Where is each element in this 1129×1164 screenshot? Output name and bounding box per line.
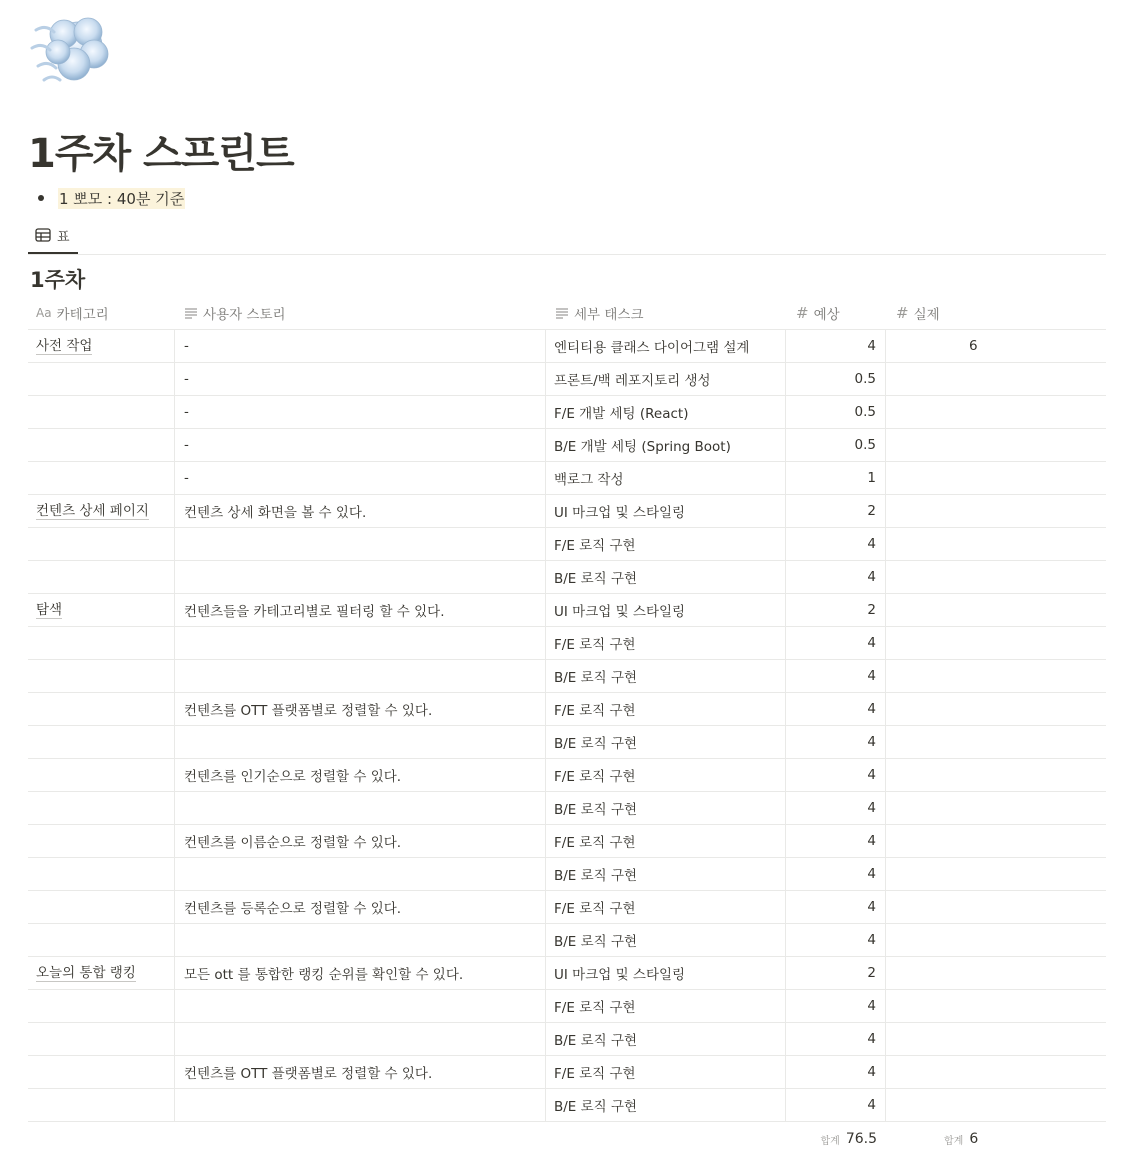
table-row[interactable] <box>28 429 1106 462</box>
table-row[interactable] <box>28 627 1106 660</box>
cell-estimate-text: 4 <box>867 932 876 948</box>
cell-category-text: 탐색 <box>36 601 63 618</box>
cell-estimate-text: 4 <box>867 635 876 651</box>
cell-actual[interactable] <box>886 891 1106 923</box>
cell-estimate[interactable] <box>786 957 886 989</box>
cell-actual[interactable] <box>886 528 1106 560</box>
cell-task[interactable] <box>546 462 786 494</box>
cell-user-story[interactable] <box>175 396 546 428</box>
cell-category[interactable] <box>28 990 175 1022</box>
cell-task-text: B/E 로직 구현 <box>554 802 638 818</box>
cell-actual-text: 6 <box>969 338 978 354</box>
cell-estimate[interactable] <box>786 561 886 593</box>
cell-actual[interactable] <box>886 759 1106 791</box>
table-row[interactable] <box>28 891 1106 924</box>
cell-estimate[interactable] <box>786 429 886 461</box>
cell-user-story[interactable] <box>175 759 546 791</box>
cell-actual[interactable] <box>886 396 1106 428</box>
cell-estimate[interactable] <box>786 858 886 890</box>
cell-actual[interactable] <box>886 957 1106 989</box>
cell-estimate-text: 4 <box>867 833 876 849</box>
table-row[interactable] <box>28 957 1106 990</box>
table-row[interactable] <box>28 858 1106 891</box>
cell-category[interactable] <box>28 594 175 626</box>
column-header-actual[interactable] <box>886 296 1116 329</box>
cell-user-story-text: 컨텐츠를 OTT 플랫폼별로 정렬할 수 있다. <box>184 1066 433 1082</box>
cell-task[interactable] <box>546 627 786 659</box>
cell-task[interactable] <box>546 1023 786 1055</box>
cell-category[interactable] <box>28 660 175 692</box>
cell-actual[interactable] <box>886 1089 1106 1121</box>
cell-user-story[interactable] <box>175 363 546 395</box>
cell-task-text: B/E 로직 구현 <box>554 736 638 752</box>
cell-actual[interactable] <box>886 924 1106 956</box>
cell-category[interactable] <box>28 957 175 989</box>
table-row[interactable] <box>28 330 1106 363</box>
cell-user-story-text: - <box>184 371 189 387</box>
cell-task-text: F/E 로직 구현 <box>554 1000 636 1016</box>
cell-actual[interactable] <box>886 792 1106 824</box>
table-row[interactable] <box>28 726 1106 759</box>
cell-user-story[interactable] <box>175 1089 546 1121</box>
cell-task[interactable] <box>546 858 786 890</box>
cell-estimate-text: 4 <box>867 866 876 882</box>
cell-task-text: UI 마크업 및 스타일링 <box>554 505 686 521</box>
cell-user-story-text: - <box>184 470 189 486</box>
cell-category[interactable] <box>28 429 175 461</box>
cell-user-story[interactable] <box>175 462 546 494</box>
cell-estimate-text: 4 <box>867 1097 876 1113</box>
cell-category[interactable] <box>28 825 175 857</box>
cell-task-text: UI 마크업 및 스타일링 <box>554 604 686 620</box>
cell-category[interactable] <box>28 924 175 956</box>
cell-task[interactable] <box>546 528 786 560</box>
cell-user-story-text: 컨텐츠를 이름순으로 정렬할 수 있다. <box>184 835 402 851</box>
cell-estimate-text: 0.5 <box>854 404 876 420</box>
table-row[interactable] <box>28 792 1106 825</box>
cell-actual[interactable] <box>886 627 1106 659</box>
column-label: 카테고리 <box>56 306 109 323</box>
table-row[interactable] <box>28 759 1106 792</box>
sum-value: 76.5 <box>845 1131 877 1147</box>
cell-user-story[interactable] <box>175 990 546 1022</box>
cell-estimate[interactable] <box>786 891 886 923</box>
cell-user-story[interactable] <box>175 594 546 626</box>
cell-estimate-text: 2 <box>867 602 876 618</box>
cell-estimate-text: 4 <box>867 899 876 915</box>
database-table <box>28 296 1106 1156</box>
cell-category[interactable] <box>28 495 175 527</box>
cell-user-story[interactable] <box>175 627 546 659</box>
table-footer <box>28 1122 1106 1156</box>
cell-task-text: F/E 로직 구현 <box>554 637 636 653</box>
cell-task[interactable] <box>546 396 786 428</box>
cell-estimate-text: 0.5 <box>854 371 876 387</box>
column-label: 세부 태스크 <box>574 306 644 323</box>
cell-task[interactable] <box>546 429 786 461</box>
cell-user-story[interactable] <box>175 858 546 890</box>
cell-estimate-text: 4 <box>867 800 876 816</box>
cell-user-story[interactable] <box>175 825 546 857</box>
cell-estimate[interactable] <box>786 660 886 692</box>
cell-task[interactable] <box>546 726 786 758</box>
cell-user-story[interactable] <box>175 957 546 989</box>
cell-category[interactable] <box>28 363 175 395</box>
table-header <box>28 296 1106 330</box>
cell-estimate[interactable] <box>786 990 886 1022</box>
cell-category[interactable] <box>28 726 175 758</box>
cell-user-story[interactable] <box>175 528 546 560</box>
cell-task-text: F/E 로직 구현 <box>554 1066 636 1082</box>
cell-user-story[interactable] <box>175 330 546 362</box>
cell-estimate-text: 4 <box>867 1031 876 1047</box>
sum-value: 6 <box>969 1131 979 1147</box>
sum-label: 합계 <box>944 1135 964 1147</box>
cell-estimate[interactable] <box>786 792 886 824</box>
cell-estimate[interactable] <box>786 495 886 527</box>
cell-task[interactable] <box>546 792 786 824</box>
cell-category[interactable] <box>28 858 175 890</box>
cell-task-text: F/E 개발 세팅 (React) <box>554 406 689 422</box>
cell-actual[interactable] <box>886 825 1106 857</box>
table-body <box>28 330 1106 1122</box>
cell-category[interactable] <box>28 891 175 923</box>
highlighted-note[interactable]: 1 뽀모 : 40분 기준 <box>59 189 185 208</box>
cell-category-text: 오늘의 통합 랭킹 <box>36 964 136 981</box>
table-row[interactable] <box>28 693 1106 726</box>
cell-user-story-text: 컨텐츠를 OTT 플랫폼별로 정렬할 수 있다. <box>184 703 433 719</box>
cell-user-story[interactable] <box>175 429 546 461</box>
cell-category[interactable] <box>28 528 175 560</box>
cell-estimate[interactable] <box>786 759 886 791</box>
cell-task[interactable] <box>546 693 786 725</box>
cell-estimate[interactable] <box>786 825 886 857</box>
text-lines-icon <box>555 307 569 319</box>
cell-actual[interactable] <box>886 1023 1106 1055</box>
column-label: 예상 <box>813 306 840 323</box>
cell-category[interactable] <box>28 396 175 428</box>
cell-task-text: B/E 로직 구현 <box>554 1033 638 1049</box>
cell-task-text: B/E 로직 구현 <box>554 934 638 950</box>
database-view-tabs <box>28 218 1106 255</box>
cell-task[interactable] <box>546 660 786 692</box>
cell-user-story-text: 컨텐츠를 인기순으로 정렬할 수 있다. <box>184 769 402 785</box>
cell-task[interactable] <box>546 990 786 1022</box>
cell-actual[interactable] <box>886 726 1106 758</box>
number-hash-icon: # <box>796 303 809 322</box>
cell-estimate[interactable] <box>786 627 886 659</box>
cell-estimate-text: 4 <box>867 998 876 1014</box>
cell-category[interactable] <box>28 1056 175 1088</box>
cell-estimate[interactable] <box>786 924 886 956</box>
table-row[interactable] <box>28 363 1106 396</box>
column-label: 실제 <box>913 306 940 323</box>
cell-category[interactable] <box>28 1023 175 1055</box>
cell-estimate[interactable] <box>786 726 886 758</box>
cell-task-text: B/E 로직 구현 <box>554 868 638 884</box>
cell-category[interactable] <box>28 693 175 725</box>
cell-category[interactable] <box>28 462 175 494</box>
cell-actual[interactable] <box>886 462 1106 494</box>
cell-task-text: F/E 로직 구현 <box>554 769 636 785</box>
cell-estimate-text: 1 <box>867 470 876 486</box>
cell-task-text: F/E 로직 구현 <box>554 538 636 554</box>
cell-estimate[interactable] <box>786 693 886 725</box>
table-row[interactable] <box>28 495 1106 528</box>
bullet-list-item <box>38 186 185 210</box>
cell-category[interactable] <box>28 759 175 791</box>
cell-estimate[interactable] <box>786 594 886 626</box>
cell-user-story[interactable] <box>175 1056 546 1088</box>
table-row[interactable] <box>28 561 1106 594</box>
cell-estimate[interactable] <box>786 1023 886 1055</box>
cell-task-text: 엔티티용 클래스 다이어그램 설계 <box>554 340 750 356</box>
cell-actual[interactable] <box>886 429 1106 461</box>
cell-estimate[interactable] <box>786 528 886 560</box>
cell-actual[interactable] <box>886 1056 1106 1088</box>
cell-actual[interactable] <box>886 561 1106 593</box>
cell-category-text: 컨텐츠 상세 페이지 <box>36 502 149 519</box>
cell-user-story-text: - <box>184 338 189 354</box>
cell-task-text: 프론트/백 레포지토리 생성 <box>554 373 711 389</box>
text-lines-icon <box>184 307 198 319</box>
cell-actual[interactable] <box>886 594 1106 626</box>
tab-table-view[interactable] <box>28 218 78 254</box>
table-row[interactable] <box>28 462 1106 495</box>
cell-estimate-text: 4 <box>867 1064 876 1080</box>
cell-category[interactable] <box>28 1089 175 1121</box>
table-row[interactable] <box>28 660 1106 693</box>
cell-actual[interactable] <box>886 990 1106 1022</box>
cell-user-story[interactable] <box>175 1023 546 1055</box>
table-row[interactable] <box>28 1089 1106 1122</box>
cell-task[interactable] <box>546 957 786 989</box>
cell-estimate[interactable] <box>786 1089 886 1121</box>
table-row[interactable] <box>28 825 1106 858</box>
table-row[interactable] <box>28 594 1106 627</box>
cell-task[interactable] <box>546 330 786 362</box>
number-hash-icon: # <box>896 303 909 322</box>
cell-user-story[interactable] <box>175 561 546 593</box>
cell-task-text: 백로그 작성 <box>554 472 624 488</box>
cell-task-text: F/E 로직 구현 <box>554 901 636 917</box>
cell-estimate-text: 4 <box>867 536 876 552</box>
cell-actual[interactable] <box>886 363 1106 395</box>
cell-category[interactable] <box>28 330 175 362</box>
cell-task[interactable] <box>546 1056 786 1088</box>
cell-task[interactable] <box>546 363 786 395</box>
cell-user-story[interactable] <box>175 726 546 758</box>
dashing-away-emoji-icon[interactable] <box>30 10 112 88</box>
cell-user-story[interactable] <box>175 495 546 527</box>
cell-user-story[interactable] <box>175 693 546 725</box>
cell-task[interactable] <box>546 495 786 527</box>
table-row[interactable] <box>28 1023 1106 1056</box>
cell-task-text: F/E 로직 구현 <box>554 703 636 719</box>
cell-actual[interactable] <box>886 330 1106 362</box>
cell-user-story-text: 컨텐츠들을 카테고리별로 필터링 할 수 있다. <box>184 604 445 620</box>
cell-estimate-text: 2 <box>867 965 876 981</box>
cell-actual[interactable] <box>886 495 1106 527</box>
bullet-dot <box>38 195 44 201</box>
cell-estimate[interactable] <box>786 1056 886 1088</box>
table-row[interactable] <box>28 1056 1106 1089</box>
cell-user-story-text: 모든 ott 를 통합한 랭킹 순위를 확인할 수 있다. <box>184 967 464 983</box>
cell-user-story-text: - <box>184 437 189 453</box>
cell-estimate-text: 4 <box>867 734 876 750</box>
cell-task-text: B/E 로직 구현 <box>554 670 638 686</box>
table-row[interactable] <box>28 396 1106 429</box>
table-row[interactable] <box>28 528 1106 561</box>
cell-user-story-text: 컨텐츠를 등록순으로 정렬할 수 있다. <box>184 901 402 917</box>
column-header-user-story[interactable] <box>175 296 555 329</box>
cell-estimate[interactable] <box>786 462 886 494</box>
cell-user-story[interactable] <box>175 924 546 956</box>
cell-estimate[interactable] <box>786 363 886 395</box>
cell-category[interactable] <box>28 561 175 593</box>
cell-actual[interactable] <box>886 858 1106 890</box>
database-title[interactable]: 1주차 <box>30 268 86 292</box>
cell-task[interactable] <box>546 561 786 593</box>
cell-actual[interactable] <box>886 660 1106 692</box>
cell-user-story-text: 컨텐츠 상세 화면을 볼 수 있다. <box>184 505 367 521</box>
cell-estimate[interactable] <box>786 396 886 428</box>
cell-estimate-text: 4 <box>867 338 876 354</box>
cell-task-text: F/E 로직 구현 <box>554 835 636 851</box>
estimate-sum[interactable] <box>786 1122 877 1156</box>
cell-estimate[interactable] <box>786 330 886 362</box>
cell-estimate-text: 0.5 <box>854 437 876 453</box>
cell-task[interactable] <box>546 594 786 626</box>
cell-category[interactable] <box>28 627 175 659</box>
table-row[interactable] <box>28 990 1106 1023</box>
cell-task[interactable] <box>546 1089 786 1121</box>
cell-estimate-text: 4 <box>867 701 876 717</box>
cell-user-story-text: - <box>184 404 189 420</box>
cell-task-text: B/E 개발 세팅 (Spring Boot) <box>554 439 731 455</box>
cell-category[interactable] <box>28 792 175 824</box>
table-icon <box>35 228 51 242</box>
tab-label: 표 <box>57 229 70 245</box>
cell-estimate-text: 4 <box>867 668 876 684</box>
cell-task[interactable] <box>546 825 786 857</box>
actual-sum[interactable] <box>944 1122 978 1156</box>
cell-estimate-text: 4 <box>867 767 876 783</box>
column-label: 사용자 스토리 <box>203 306 286 323</box>
column-header-task[interactable] <box>546 296 795 329</box>
cell-task[interactable] <box>546 924 786 956</box>
cell-task-text: B/E 로직 구현 <box>554 571 638 587</box>
cell-user-story[interactable] <box>175 660 546 692</box>
column-header-category[interactable] <box>28 296 183 329</box>
cell-task-text: UI 마크업 및 스타일링 <box>554 967 686 983</box>
cell-actual[interactable] <box>886 693 1106 725</box>
sum-label: 합계 <box>820 1135 840 1147</box>
table-row[interactable] <box>28 924 1106 957</box>
page-title: 1주차 스프린트 <box>28 131 294 177</box>
cell-estimate-text: 2 <box>867 503 876 519</box>
cell-category-text: 사전 작업 <box>36 337 93 354</box>
cell-task-text: B/E 로직 구현 <box>554 1099 638 1115</box>
cell-task[interactable] <box>546 891 786 923</box>
cell-task[interactable] <box>546 759 786 791</box>
cell-user-story[interactable] <box>175 792 546 824</box>
cell-estimate-text: 4 <box>867 569 876 585</box>
title-aa-icon: Aa <box>36 305 52 320</box>
cell-user-story[interactable] <box>175 891 546 923</box>
